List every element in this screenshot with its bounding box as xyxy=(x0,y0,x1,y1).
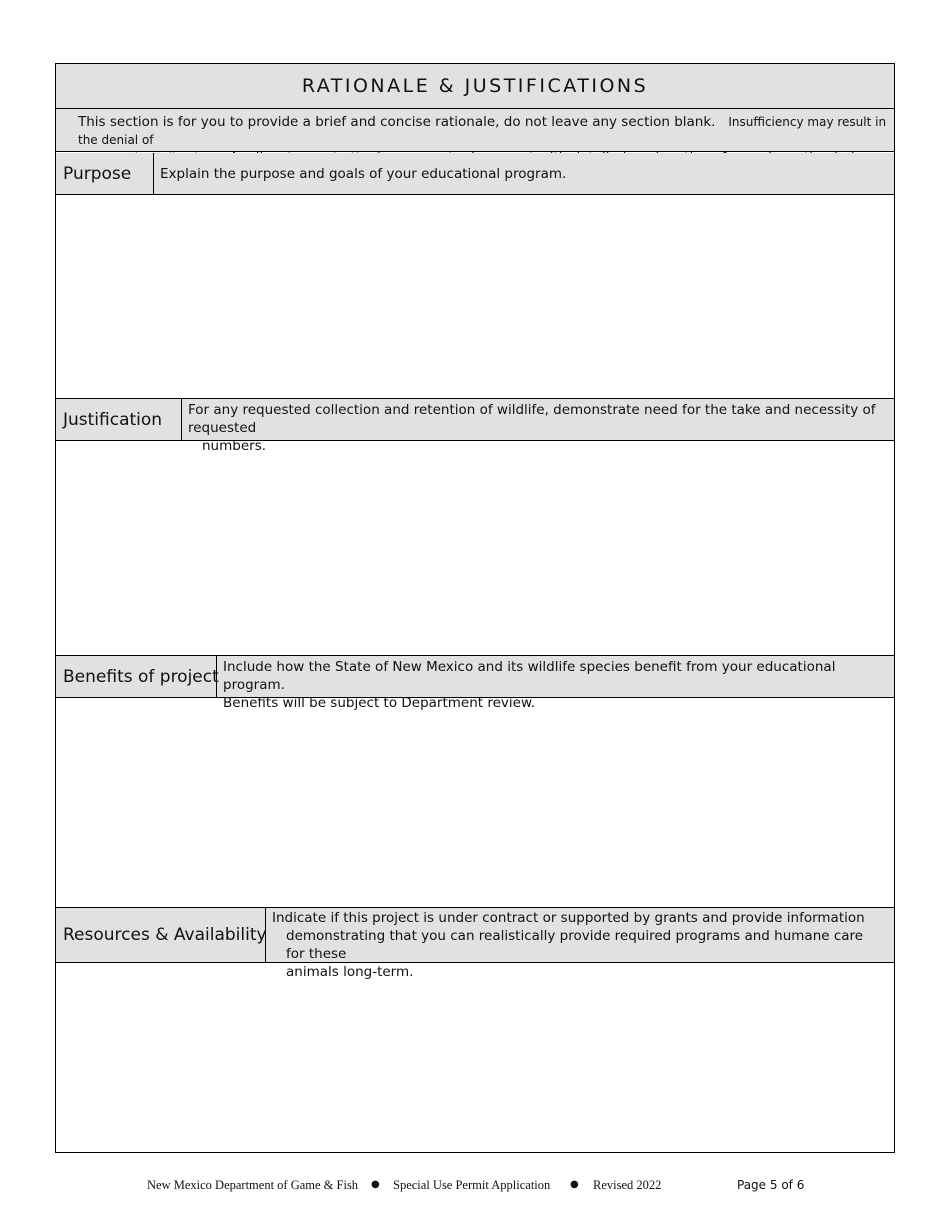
benefits-header xyxy=(56,655,894,711)
justification-label: Justification xyxy=(56,399,182,440)
resources-desc-2: demonstrating that you can realistically provide required programs and humane care for these xyxy=(286,928,864,962)
justification-answer-area[interactable] xyxy=(56,441,894,655)
benefits-desc-2: Benefits will be subject to Department review. xyxy=(223,695,536,711)
resources-instructions xyxy=(266,908,894,980)
intro-text-1: This section is for you to provide a brief and concise rationale, do not leave any section blank. xyxy=(78,114,716,130)
benefits-instructions xyxy=(217,656,894,711)
intro-instructions xyxy=(56,109,894,152)
resources-answer-area[interactable] xyxy=(56,963,894,1151)
purpose-header xyxy=(56,153,894,195)
footer-form-name: Special Use Permit Application xyxy=(393,1178,551,1192)
justification-desc-2: numbers. xyxy=(202,438,267,454)
footer-bullet-1: ● xyxy=(371,1179,380,1190)
resources-header xyxy=(56,907,894,980)
page-footer xyxy=(0,1178,950,1194)
benefits-desc-1: Include how the State of New Mexico and its wildlife species benefit from your educational program. xyxy=(223,659,836,693)
justification-desc-1: For any requested collection and retention of wildlife, demonstrate need for the take and necessity of requested xyxy=(188,402,876,436)
footer-page-number: Page 5 of 6 xyxy=(737,1178,805,1192)
footer-agency: New Mexico Department of Game & Fish xyxy=(147,1178,359,1192)
footer-revised: Revised 2022 xyxy=(593,1178,662,1192)
resources-desc-1: Indicate if this project is under contract or supported by grants and provide information xyxy=(272,910,865,926)
intro-text-2: Insufficiency may result in the denial of xyxy=(78,115,887,147)
resources-desc-3: animals long-term. xyxy=(286,964,414,980)
justification-instructions xyxy=(182,399,894,454)
resources-label: Resources & Availability xyxy=(56,908,266,962)
justification-header xyxy=(56,398,894,454)
purpose-desc-1: Explain the purpose and goals of your educational program. xyxy=(160,165,567,182)
benefits-label: Benefits of project xyxy=(56,656,217,697)
benefits-answer-area[interactable] xyxy=(56,698,894,907)
section-title: RATIONALE & JUSTIFICATIONS xyxy=(56,64,894,109)
purpose-answer-area[interactable] xyxy=(56,196,894,398)
purpose-instructions xyxy=(154,153,894,194)
footer-bullet-2: ● xyxy=(570,1179,579,1190)
rationale-form xyxy=(55,63,895,1153)
purpose-label: Purpose xyxy=(56,153,154,194)
